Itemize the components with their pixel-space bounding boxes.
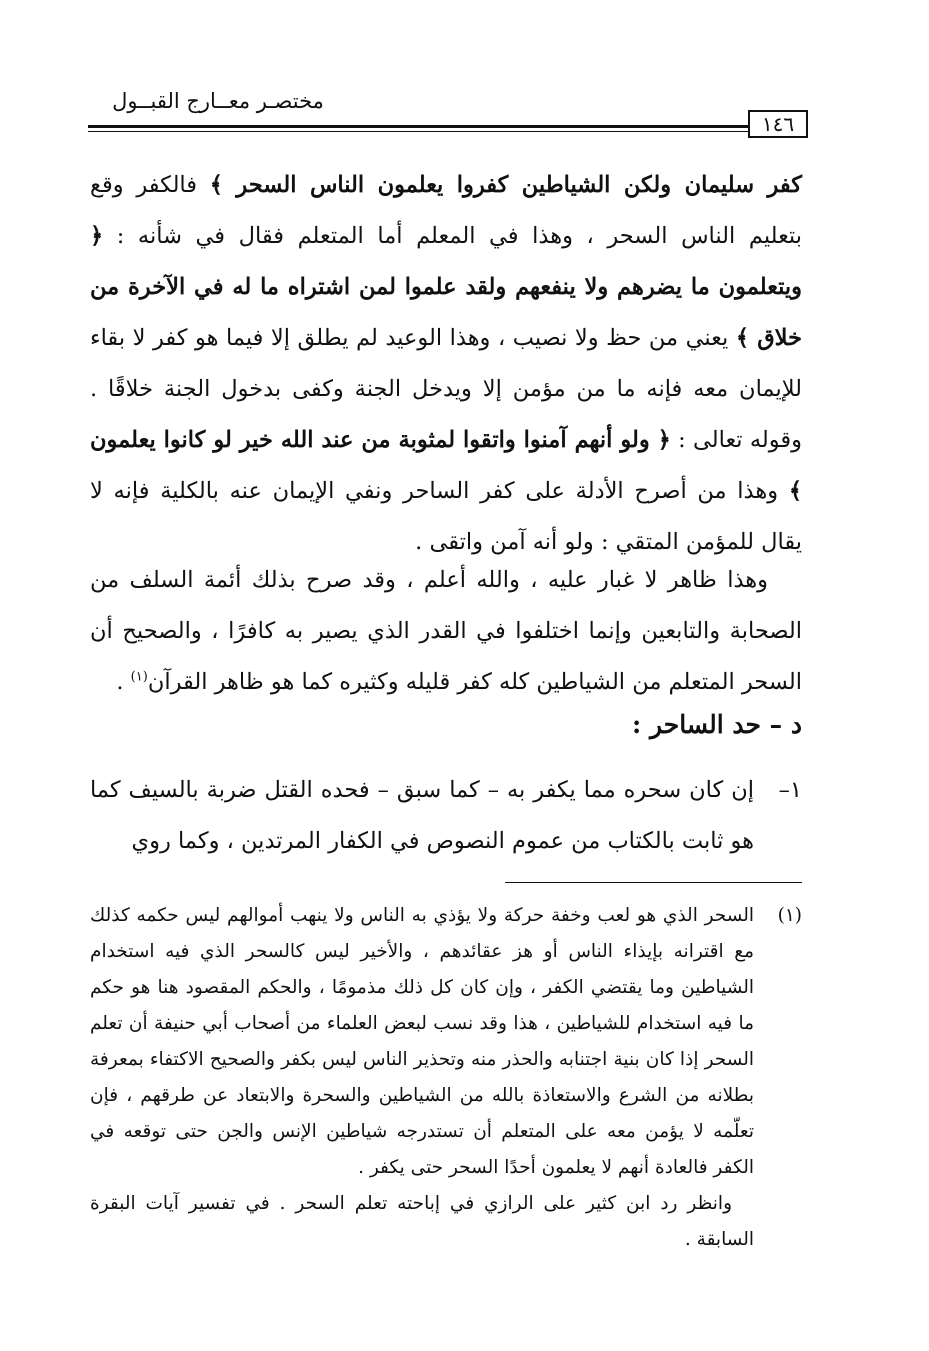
quran-verse: ﴿ ويتعلمون ما يضرهم ولا ينفعهم ولقد علموا لمن اشتراه ما له في الآخرة من خلاق ﴾ — [90, 223, 802, 351]
section-heading: د – حد الساحر : — [632, 710, 802, 739]
footnote-text-2: وانظر رد ابن كثير على الرازي في إباحته تعلم السحر . في تفسير آيات البقرة السابقة . — [90, 1193, 754, 1250]
quran-verse: ﴿ ولو أنهم آمنوا واتقوا لمثوبة من عند الله خير لو كانوا يعلمون ﴾ — [90, 427, 802, 504]
list-item — [90, 765, 802, 867]
list-item-number: ١– — [778, 777, 802, 803]
page-number: ١٤٦ — [748, 110, 808, 138]
header-rule-thick — [88, 125, 748, 128]
paragraph-end: . — [116, 669, 131, 695]
footnote-reference: (١) — [130, 669, 148, 685]
footnote-number: (١) — [777, 905, 802, 926]
commentary-text: فالكفر وقع بتعليم الناس السحر ، وهذا في المعلم أما المتعلم فقال في شأنه : — [90, 172, 802, 249]
footnote-separator — [505, 882, 802, 883]
footnote-text: السحر الذي هو لعب وخفة حركة ولا يؤذي به الناس ولا ينهب أموالهم ليس حكمه كذلك مع اقترانه بإيذاء الناس أو هز عقائدهم ، والأخير ليس كالسحر الذي فيه استخدام الشياطين وما يقتضي الكفر ، وإن كان كل ذلك مذمومًا ، والحكم المقصود هنا هو حكم ما فيه استخدام للشياطين ، هذا وقد نسب لبعض العلماء من أصحاب أبي حنيفة أن تعلم السحر إذا كان بنية اجتنابه والحذر منه وتحذير الناس ليس بكفر والصحيح الاكتفاء بمعرفة بطلانه من الشرع والاستعاذة بالله من الشياطين والسحرة والابتعاد عن طرقهم ، فإن تعلّمه لا يؤمن معه على المتعلم أن تستدرجه شياطين الإنس والجن حتى توقعه في الكفر فالعادة أنهم لا يعلمون أحدًا السحر حتى يكفر . — [90, 905, 754, 1178]
quran-verse-continuation: كفر سليمان ولكن الشياطين كفروا يعلمون الناس السحر ﴾ — [209, 172, 802, 198]
header-rule-thin — [88, 131, 748, 132]
running-title: مختصـر معــارج القبــول — [112, 89, 324, 113]
commentary-text: يعني من حظ ولا نصيب ، وهذا الوعيد لم يطلق إلا فيما هو كفر لا بقاء للإيمان معه فإنه ما من مؤمن إلا ويدخل الجنة وكفى بدخول الجنة خلاقًا . وقوله تعالى : — [90, 325, 802, 453]
paragraph-text: وهذا ظاهر لا غبار عليه ، والله أعلم ، وقد صرح بذلك أئمة السلف من الصحابة والتابعين وإنما اختلفوا في القدر الذي يصير به كافرًا ، والصحيح أن السحر المتعلم من الشياطين كله كفر قليله وكثيره كما هو ظاهر القرآن — [90, 567, 802, 695]
footnote — [90, 898, 802, 1258]
main-paragraph — [90, 160, 802, 568]
list-item-text: إن كان سحره مما يكفر به – كما سبق – فحده القتل ضربة بالسيف كما هو ثابت بالكتاب من عموم النصوص في الكفار المرتدين ، وكما روي — [90, 777, 754, 854]
commentary-text: وهذا من أصرح الأدلة على كفر الساحر ونفي الإيمان عنه بالكلية فإنه لا يقال للمؤمن المتقي : ولو أنه آمن واتقى . — [90, 478, 802, 555]
second-paragraph — [90, 555, 802, 708]
